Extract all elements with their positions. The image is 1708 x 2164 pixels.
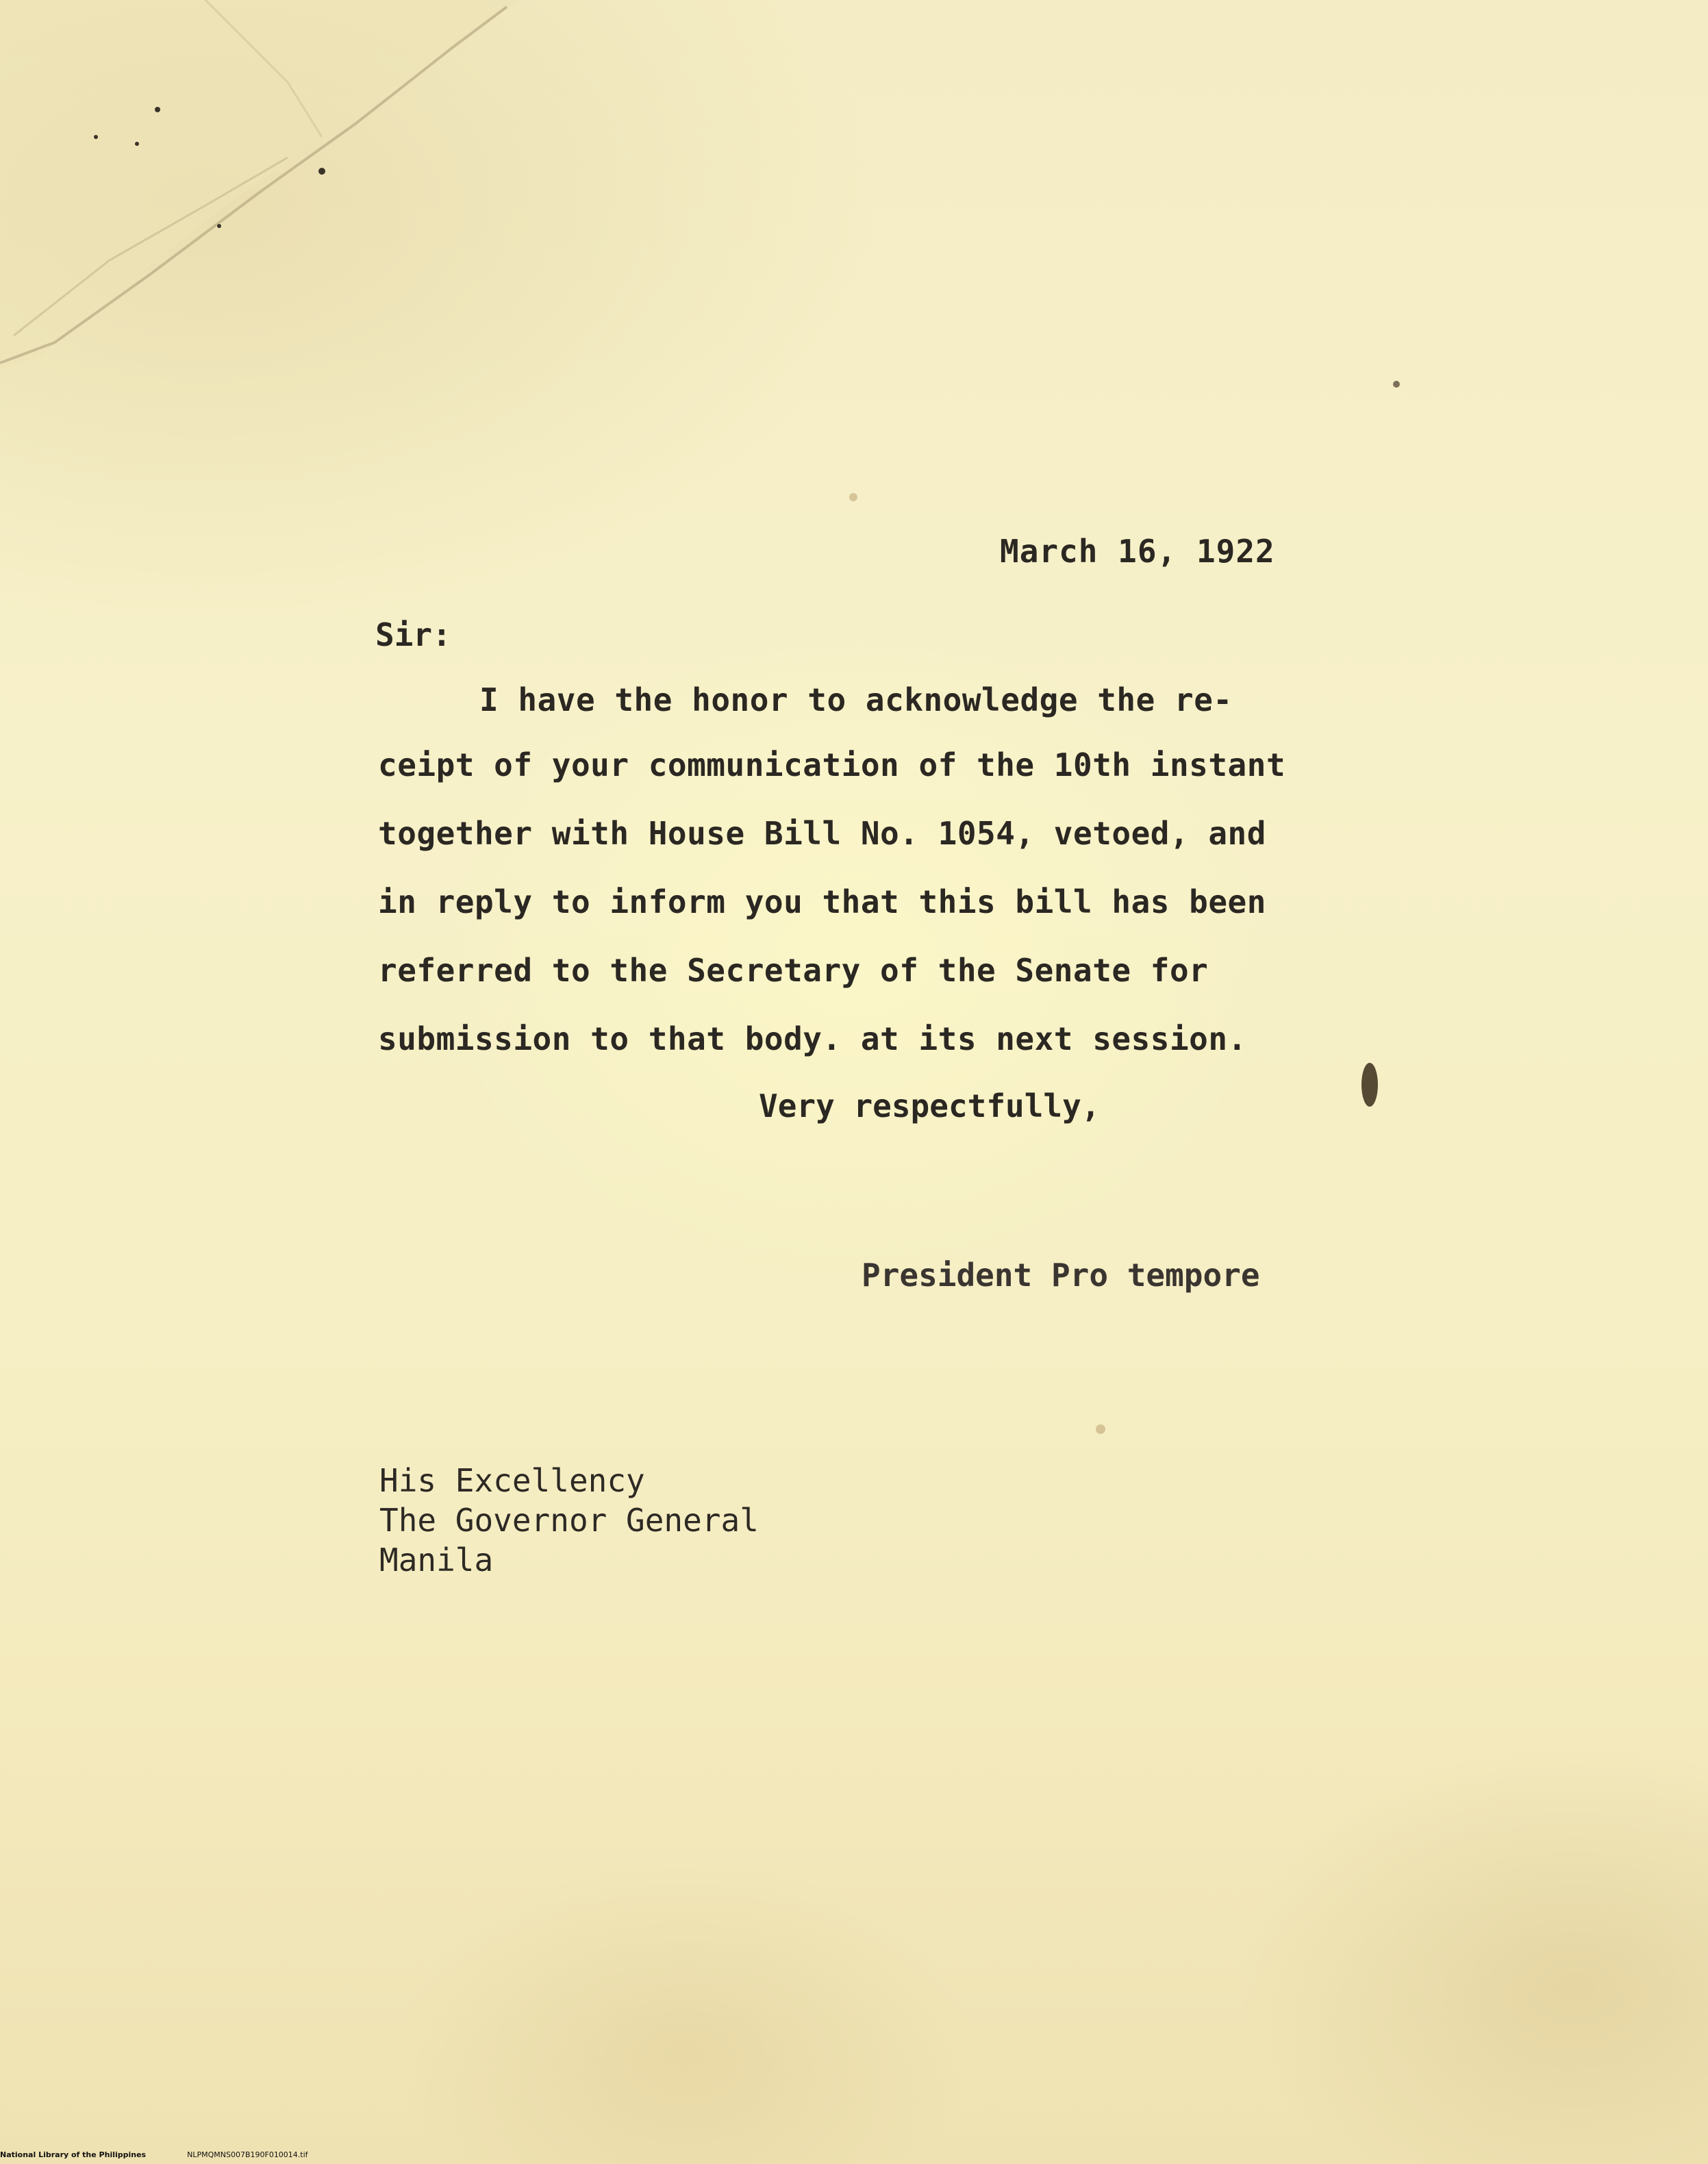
addressee-line: The Governor General bbox=[379, 1502, 759, 1539]
body-line: referred to the Secretary of the Senate for bbox=[378, 952, 1209, 989]
letter-date: March 16, 1922 bbox=[1000, 533, 1275, 570]
addressee-line: Manila bbox=[379, 1542, 494, 1578]
signature-title: President Pro tempore bbox=[862, 1257, 1260, 1294]
body-line: in reply to inform you that this bill has been bbox=[378, 883, 1266, 920]
small-spot bbox=[1096, 1424, 1105, 1434]
footer-filename: NLPMQMNS007B190F010014.tif bbox=[187, 2150, 308, 2159]
body-line: submission to that body. at its next session. bbox=[378, 1020, 1247, 1057]
body-line: I have the honor to acknowledge the re- bbox=[479, 681, 1233, 718]
body-line: together with House Bill No. 1054, vetoed, and bbox=[378, 815, 1266, 852]
archive-footer bbox=[0, 2150, 308, 2159]
salutation: Sir: bbox=[375, 616, 451, 653]
small-spot bbox=[849, 493, 857, 501]
ink-stain bbox=[1361, 1063, 1378, 1107]
small-spot bbox=[1393, 381, 1400, 388]
body-line: ceipt of your communication of the 10th instant bbox=[378, 746, 1286, 783]
folded-corner-crease bbox=[0, 0, 520, 383]
addressee-line: His Excellency bbox=[379, 1462, 645, 1499]
closing: Very respectfully, bbox=[759, 1087, 1101, 1124]
footer-institution: National Library of the Philippines bbox=[0, 2150, 147, 2159]
